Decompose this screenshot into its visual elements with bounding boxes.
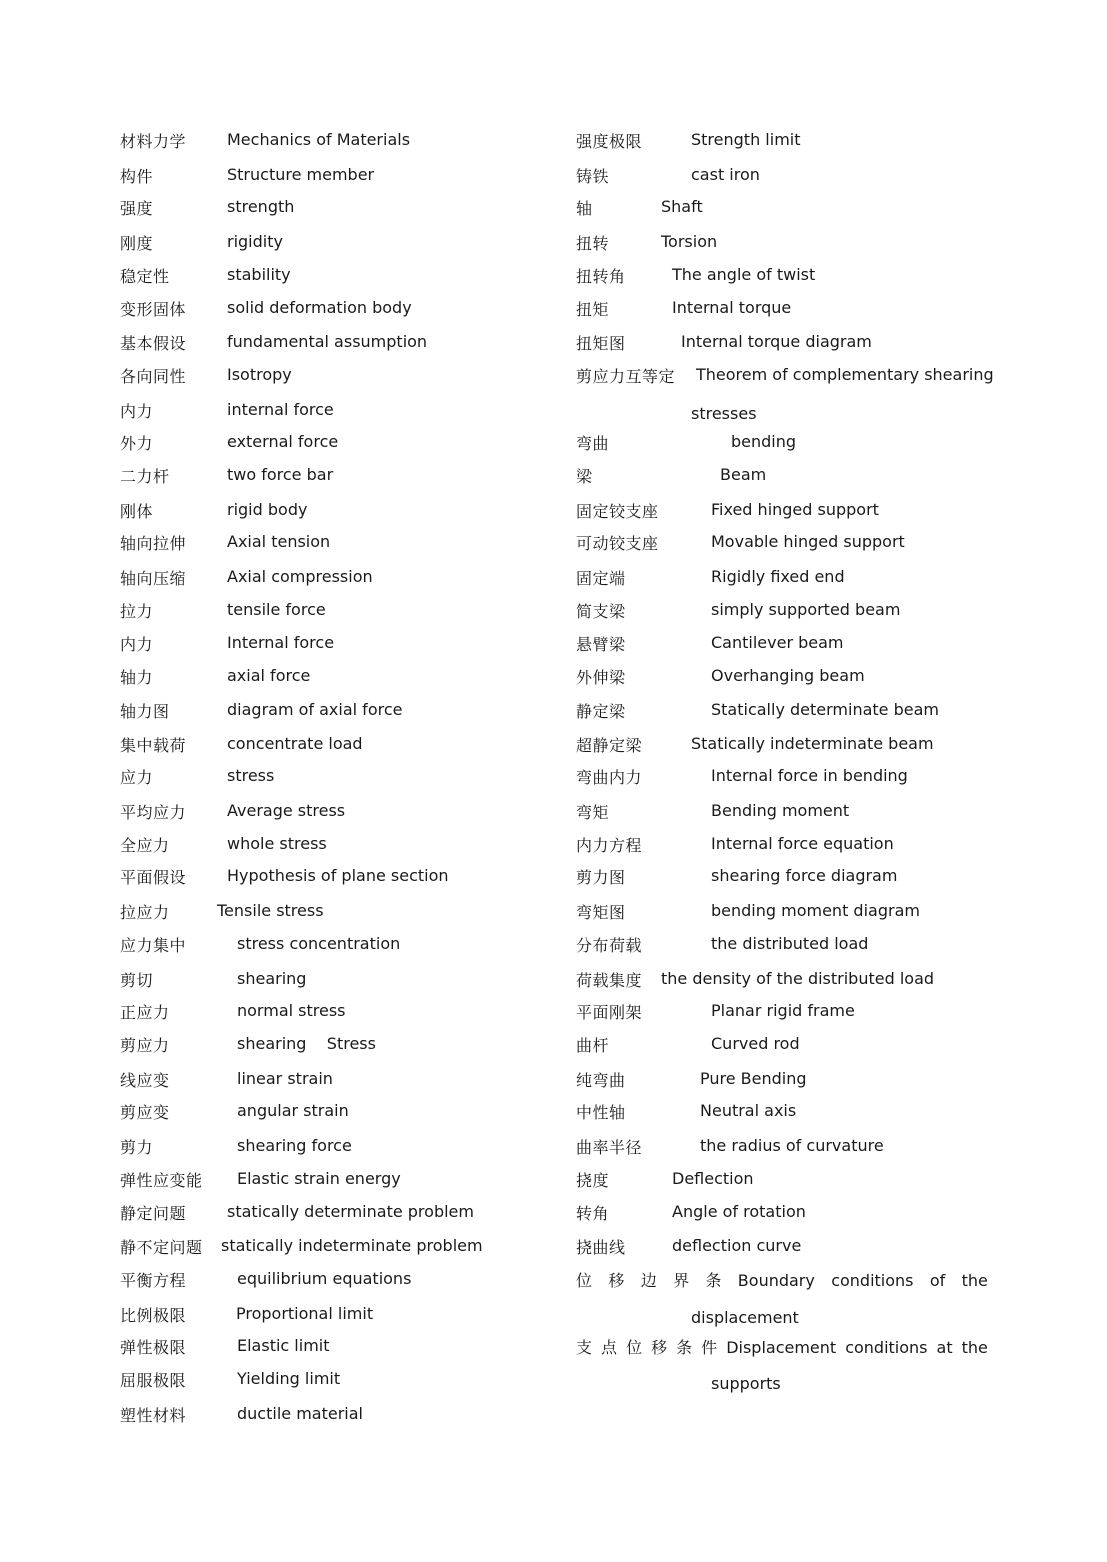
chinese-term-char: 移 [651,1338,668,1357]
english-term: The angle of twist [672,265,816,284]
chinese-term-char: 边 [640,1271,657,1290]
english-term: deflection curve [672,1236,802,1255]
english-term-word: Boundary [737,1271,815,1290]
english-term: Mechanics of Materials [227,130,411,149]
english-term: rigidity [227,232,283,251]
chinese-term-char: 位 [626,1338,643,1357]
chinese-term: 梁 [576,467,593,486]
chinese-term-char: 移 [608,1271,625,1290]
english-term: Neutral axis [700,1101,797,1120]
english-term: linear strain [237,1069,333,1088]
english-term: Internal force [227,633,335,652]
english-term: stress concentration [237,934,401,953]
chinese-term: 轴力图 [120,702,170,721]
chinese-term: 轴 [576,199,593,218]
chinese-term: 稳定性 [120,267,170,286]
english-term: Rigidly fixed end [711,567,845,586]
chinese-term-char: 件 [701,1338,718,1357]
english-term: Hypothesis of plane section [227,866,449,885]
chinese-term: 拉应力 [120,903,170,922]
chinese-term: 二力杆 [120,467,170,486]
english-term: concentrate load [227,734,363,753]
chinese-term: 曲杆 [576,1036,610,1055]
english-term: Internal force in bending [711,766,908,785]
chinese-term: 变形固体 [120,300,187,319]
chinese-term: 构件 [120,167,154,186]
chinese-term: 刚体 [120,502,154,521]
chinese-term: 挠曲线 [576,1238,626,1257]
chinese-term: 超静定梁 [576,736,643,755]
english-term: Theorem of complementary shearing [696,365,994,384]
chinese-term: 静不定问题 [120,1238,203,1257]
chinese-term: 剪应力互等定 [576,367,676,386]
chinese-term: 弯矩图 [576,903,626,922]
english-term: shearing Stress [237,1034,376,1053]
chinese-term: 应力集中 [120,936,187,955]
english-term: Planar rigid frame [711,1001,855,1020]
chinese-term-char: 界 [673,1271,690,1290]
chinese-term-char: 位 [576,1271,593,1290]
english-term: shearing [237,969,307,988]
chinese-term: 分布荷载 [576,936,643,955]
english-term: Axial compression [227,567,373,586]
chinese-term: 基本假设 [120,334,187,353]
english-term: Overhanging beam [711,666,865,685]
english-term: simply supported beam [711,600,901,619]
english-term: Angle of rotation [672,1202,806,1221]
english-term: normal stress [237,1001,346,1020]
english-term: the density of the distributed load [661,969,935,988]
english-term: internal force [227,400,334,419]
justified-term-line [576,1338,988,1358]
english-term: Shaft [661,197,703,216]
english-term: Statically indeterminate beam [691,734,934,753]
english-term: axial force [227,666,311,685]
chinese-term: 悬臂梁 [576,635,626,654]
english-term: whole stress [227,834,327,853]
english-term: Bending moment [711,801,850,820]
chinese-term: 内力 [120,635,154,654]
english-term: bending [731,432,797,451]
english-term: tensile force [227,600,326,619]
english-term: Elastic limit [237,1336,330,1355]
english-term: bending moment diagram [711,901,920,920]
chinese-term: 轴向压缩 [120,569,187,588]
english-term: Proportional limit [236,1304,374,1323]
justified-term-line [576,1271,988,1291]
chinese-term: 全应力 [120,836,170,855]
english-term: rigid body [227,500,308,519]
chinese-term: 扭矩 [576,300,610,319]
english-term: Internal torque diagram [681,332,872,351]
chinese-term: 平衡方程 [120,1271,187,1290]
chinese-term: 强度极限 [576,132,643,151]
chinese-term: 剪力 [120,1138,154,1157]
english-term: Beam [720,465,767,484]
chinese-term: 铸铁 [576,167,610,186]
glossary-entry [576,1271,988,1291]
chinese-term: 平面刚架 [576,1003,643,1022]
chinese-term: 扭转 [576,234,610,253]
chinese-term: 应力 [120,768,154,787]
english-term-word: the [961,1271,988,1290]
english-term-continuation: supports [711,1374,781,1393]
english-term: ductile material [237,1404,363,1423]
english-term: stress [227,766,275,785]
english-term: shearing force [237,1136,352,1155]
english-term: external force [227,432,339,451]
chinese-term: 固定铰支座 [576,502,659,521]
chinese-term: 扭转角 [576,267,626,286]
english-term: Cantilever beam [711,633,844,652]
english-term-continuation: stresses [691,404,757,423]
english-term: stability [227,265,291,284]
chinese-term: 弯矩 [576,803,610,822]
english-term: Tensile stress [217,901,324,920]
chinese-term: 弯曲内力 [576,768,643,787]
chinese-term-char: 条 [705,1271,722,1290]
chinese-term: 静定问题 [120,1204,187,1223]
chinese-term: 中性轴 [576,1103,626,1122]
english-term: Torsion [661,232,718,251]
chinese-term: 线应变 [120,1071,170,1090]
chinese-term: 纯弯曲 [576,1071,626,1090]
english-term: statically determinate problem [227,1202,474,1221]
english-term: Internal torque [672,298,792,317]
chinese-term: 扭矩图 [576,334,626,353]
chinese-term-char: 点 [601,1338,618,1357]
english-term: Yielding limit [237,1369,341,1388]
english-term: Structure member [227,165,375,184]
glossary-entry [576,1338,988,1358]
english-term: Deflection [672,1169,754,1188]
english-term: the radius of curvature [700,1136,884,1155]
english-term: Average stress [227,801,346,820]
chinese-term-char: 条 [676,1338,693,1357]
english-term: Statically determinate beam [711,700,939,719]
english-term: Curved rod [711,1034,800,1053]
english-term-word: conditions [831,1271,914,1290]
chinese-term: 强度 [120,199,154,218]
english-term: the distributed load [711,934,869,953]
chinese-term: 曲率半径 [576,1138,643,1157]
english-term: Strength limit [691,130,801,149]
english-term-word: of [929,1271,946,1290]
english-term: Pure Bending [700,1069,807,1088]
english-term: Internal force equation [711,834,894,853]
chinese-term: 剪力图 [576,868,626,887]
chinese-term: 剪应力 [120,1036,170,1055]
chinese-term-char: 支 [576,1338,593,1357]
chinese-term: 弹性极限 [120,1338,187,1357]
chinese-term: 集中载荷 [120,736,187,755]
chinese-term: 平均应力 [120,803,187,822]
english-term: Movable hinged support [711,532,905,551]
chinese-term: 可动铰支座 [576,534,659,553]
chinese-term: 静定梁 [576,702,626,721]
english-term-word: at [936,1338,953,1357]
english-term: statically indeterminate problem [221,1236,483,1255]
chinese-term: 材料力学 [120,132,187,151]
english-term: equilibrium equations [237,1269,412,1288]
english-term: shearing force diagram [711,866,898,885]
chinese-term: 剪切 [120,971,154,990]
chinese-term: 屈服极限 [120,1371,187,1390]
english-term: cast iron [691,165,760,184]
chinese-term: 内力方程 [576,836,643,855]
chinese-term: 外伸梁 [576,668,626,687]
english-term-word: Displacement [726,1338,837,1357]
right-glossary-column [576,0,994,1562]
chinese-term: 简支梁 [576,602,626,621]
english-term-word: the [961,1338,988,1357]
english-term: Fixed hinged support [711,500,879,519]
chinese-term: 弯曲 [576,434,610,453]
english-term: strength [227,197,295,216]
english-term: angular strain [237,1101,349,1120]
chinese-term: 荷载集度 [576,971,643,990]
chinese-term: 轴力 [120,668,154,687]
chinese-term: 内力 [120,402,154,421]
english-term: diagram of axial force [227,700,403,719]
chinese-term: 挠度 [576,1171,610,1190]
chinese-term: 剪应变 [120,1103,170,1122]
english-term: two force bar [227,465,334,484]
left-glossary-column [120,0,560,1562]
english-term-continuation: displacement [691,1308,799,1327]
chinese-term: 拉力 [120,602,154,621]
english-term-word: conditions [845,1338,928,1357]
english-term: Isotropy [227,365,292,384]
chinese-term: 各向同性 [120,367,187,386]
chinese-term: 刚度 [120,234,154,253]
english-term: Axial tension [227,532,331,551]
chinese-term: 转角 [576,1204,610,1223]
english-term: solid deformation body [227,298,412,317]
chinese-term: 轴向拉伸 [120,534,187,553]
english-term: Elastic strain energy [237,1169,401,1188]
english-term: fundamental assumption [227,332,428,351]
chinese-term: 弹性应变能 [120,1171,203,1190]
chinese-term: 外力 [120,434,154,453]
chinese-term: 正应力 [120,1003,170,1022]
chinese-term: 比例极限 [120,1306,187,1325]
chinese-term: 固定端 [576,569,626,588]
chinese-term: 平面假设 [120,868,187,887]
chinese-term: 塑性材料 [120,1406,187,1425]
